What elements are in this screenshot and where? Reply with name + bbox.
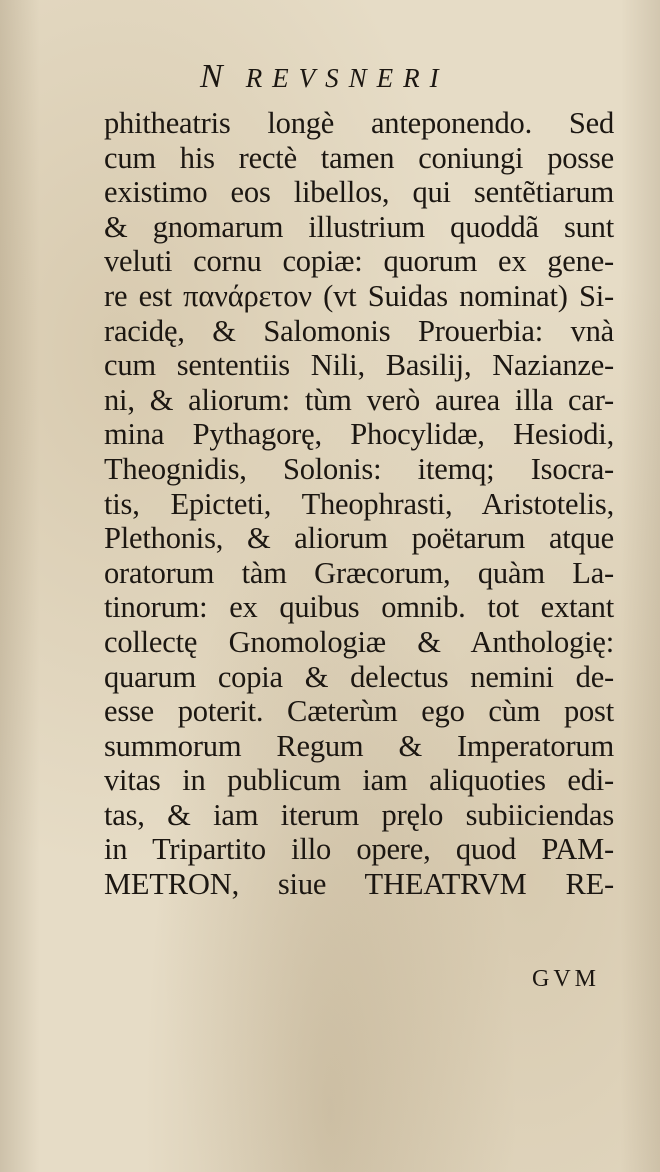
page-signature: N [200,58,224,95]
text-line: quarum copia & delectus nemini de- [104,659,614,694]
text-line: tas, & iam iterum pręlo subiiciendas [104,797,614,832]
text-line: racidę, & Salomonis Prouerbia: vnà [104,313,614,348]
text-line: oratorum tàm Græcorum, quàm La- [104,555,614,590]
text-line: collectę Gnomologiæ & Anthologię: [104,624,614,659]
text-line: vitas in publicum iam aliquoties edi- [104,763,614,798]
text-line: cum sententiis Nili, Basilij, Nazianze- [104,348,614,383]
text-line: esse poterit. Cæterùm ego cùm post [104,694,614,729]
running-title: REVSNERI [245,63,449,93]
body-text [104,106,614,902]
text-line: existimo eos libellos, qui sentẽtiarum [104,175,614,210]
text-line: & gnomarum illustrium quoddã sunt [104,209,614,244]
text-line: Plethonis, & aliorum poëtarum atque [104,521,614,556]
text-line: cum his rectè tamen coniungi posse [104,140,614,175]
text-line: re est πανάρετον (vt Suidas nominat) Si- [104,278,614,313]
text-line: in Tripartito illo opere, quod PAM- [104,832,614,867]
running-head [200,58,560,98]
text-line: METRON, siue THEATRVM RE- [104,867,614,902]
text-line: ni, & aliorum: tùm verò aurea illa car- [104,382,614,417]
text-line: tinorum: ex quibus omnib. tot extant [104,590,614,625]
text-line: tis, Epicteti, Theophrasti, Aristotelis, [104,486,614,521]
catchword: GVM [532,966,601,992]
text-line: veluti cornu copiæ: quorum ex gene- [104,244,614,279]
text-line: Theognidis, Solonis: itemq; Isocra- [104,451,614,486]
text-line: mina Pythagorę, Phocylidæ, Hesiodi, [104,417,614,452]
text-line: phitheatris longè anteponendo. Sed [104,106,614,140]
text-line: summorum Regum & Imperatorum [104,728,614,763]
